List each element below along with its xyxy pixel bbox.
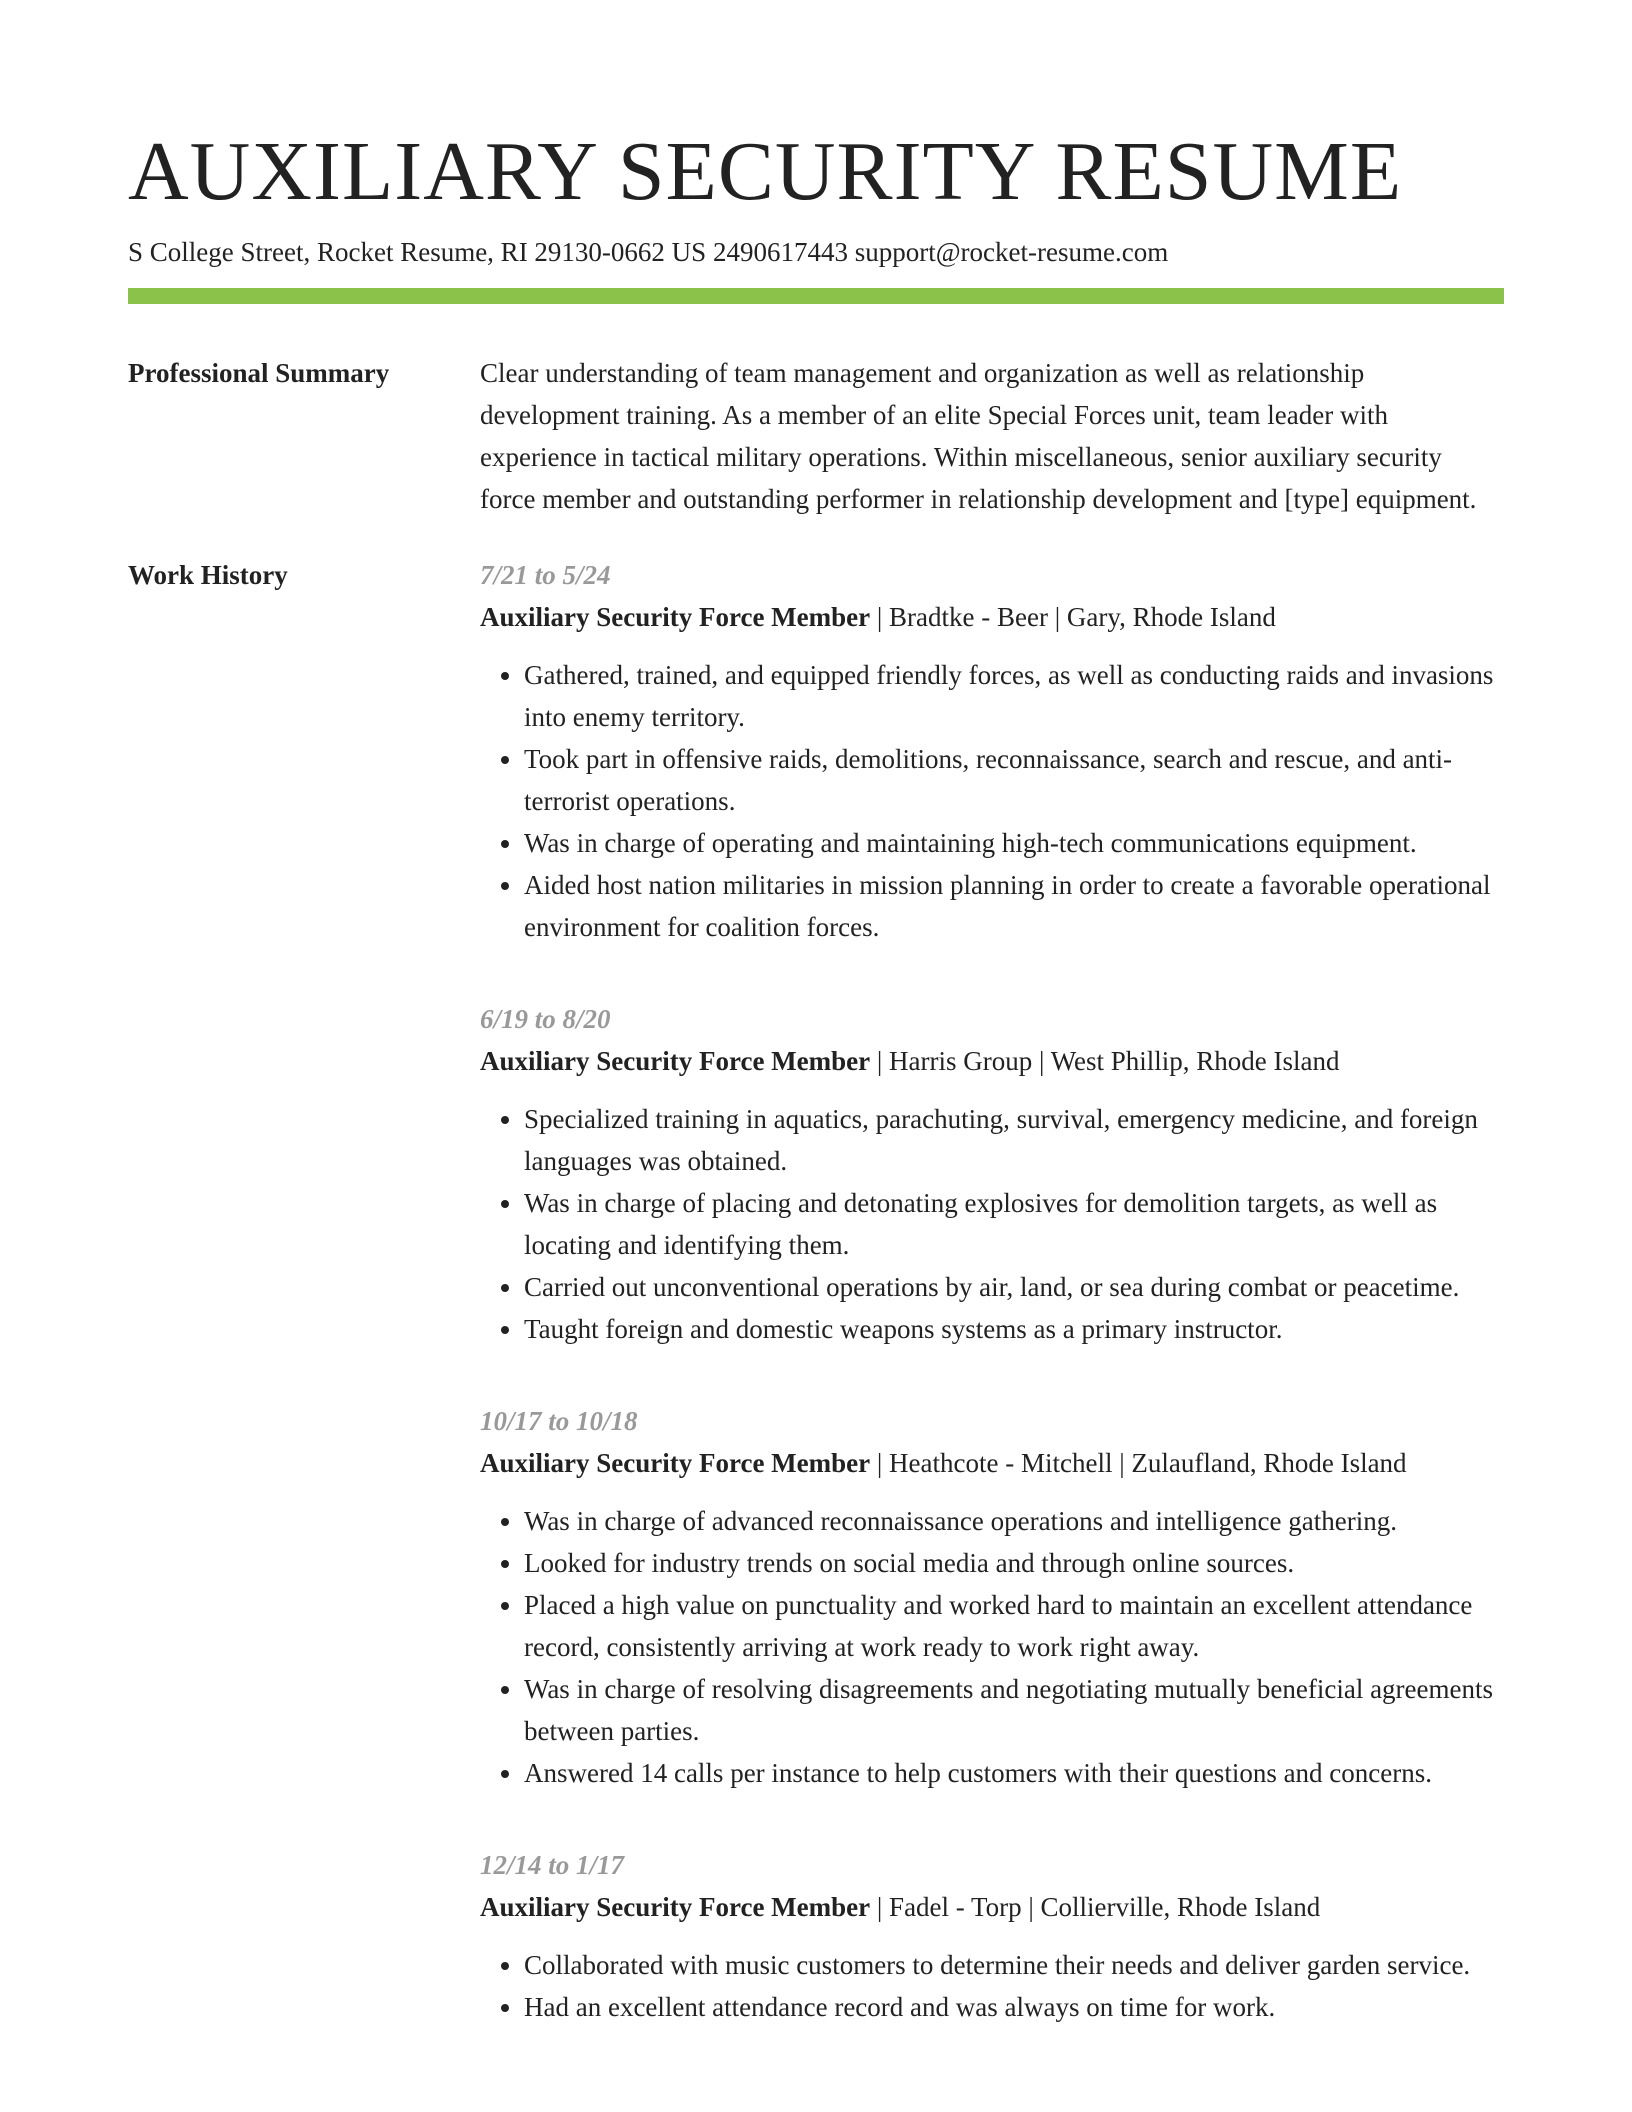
job-entry	[480, 1400, 1504, 1794]
resume-title: AUXILIARY SECURITY RESUME	[128, 125, 1403, 218]
job-company: Bradtke - Beer	[889, 602, 1048, 632]
job-bullet: • Was in charge of placing and detonating explosives for demolition targets, as well as locating and identifying them.	[524, 1182, 1504, 1266]
resume-page	[128, 0, 1504, 2028]
work-history-heading: Work History	[128, 560, 288, 590]
job-title: Auxiliary Security Force Member	[480, 602, 871, 632]
job-company: Harris Group	[889, 1046, 1033, 1076]
job-title: Auxiliary Security Force Member	[480, 1892, 871, 1922]
job-bullet: • Was in charge of advanced reconnaissance operations and intelligence gathering.	[524, 1500, 1504, 1542]
job-title: Auxiliary Security Force Member	[480, 1448, 871, 1478]
job-company: Heathcote - Mitchell	[889, 1448, 1113, 1478]
job-bullet: • Aided host nation militaries in mission planning in order to create a favorable operational environment for coalition forces.	[524, 864, 1504, 948]
job-company: Fadel - Torp	[889, 1892, 1022, 1922]
job-bullet: • Looked for industry trends on social media and through online sources.	[524, 1542, 1504, 1584]
job-dates: 7/21 to 5/24	[480, 560, 611, 590]
job-heading-line	[480, 1442, 1504, 1484]
job-separator: |	[1112, 1448, 1132, 1478]
job-bullet-list	[480, 1098, 1504, 1350]
job-bullet: • Specialized training in aquatics, parachuting, survival, emergency medicine, and foreign languages was obtained.	[524, 1098, 1504, 1182]
job-title: Auxiliary Security Force Member	[480, 1046, 871, 1076]
job-location: Collierville, Rhode Island	[1040, 1892, 1321, 1922]
job-entry	[480, 554, 1504, 948]
job-bullet: • Was in charge of resolving disagreements and negotiating mutually beneficial agreements between parties.	[524, 1668, 1504, 1752]
job-bullet: • Was in charge of operating and maintaining high-tech communications equipment.	[524, 822, 1504, 864]
job-heading-line	[480, 1886, 1504, 1928]
work-history-section	[128, 554, 1504, 2028]
job-separator: |	[1047, 602, 1067, 632]
accent-divider	[128, 288, 1504, 304]
job-bullet-list	[480, 654, 1504, 948]
job-bullet-list	[480, 1500, 1504, 1794]
work-history-list	[480, 554, 1504, 2028]
job-entry	[480, 1844, 1504, 2028]
job-separator: |	[870, 1046, 890, 1076]
job-bullet: • Had an excellent attendance record and was always on time for work.	[524, 1986, 1504, 2028]
job-heading-line	[480, 596, 1504, 638]
job-bullet: • Taught foreign and domestic weapons systems as a primary instructor.	[524, 1308, 1504, 1350]
job-separator: |	[1021, 1892, 1041, 1922]
job-bullet: • Placed a high value on punctuality and worked hard to maintain an excellent attendance record, consistently arriving at work ready to work right away.	[524, 1584, 1504, 1668]
job-bullet: • Answered 14 calls per instance to help customers with their questions and concerns.	[524, 1752, 1504, 1794]
contact-line: S College Street, Rocket Resume, RI 29130-0662 US 2490617443 support@rocket-resume.com	[128, 237, 1169, 267]
job-bullet-list	[480, 1944, 1504, 2028]
job-separator: |	[1032, 1046, 1051, 1076]
summary-section	[128, 352, 1504, 520]
job-location: Zulaufland, Rhode Island	[1131, 1448, 1407, 1478]
summary-body	[480, 352, 1504, 520]
job-bullet: • Gathered, trained, and equipped friendly forces, as well as conducting raids and invasions into enemy territory.	[524, 654, 1504, 738]
job-separator: |	[870, 1892, 890, 1922]
job-dates: 10/17 to 10/18	[480, 1406, 638, 1436]
job-dates: 12/14 to 1/17	[480, 1850, 625, 1880]
job-separator: |	[870, 1448, 890, 1478]
job-heading-line	[480, 1040, 1504, 1082]
job-separator: |	[870, 602, 890, 632]
job-location: Gary, Rhode Island	[1066, 602, 1276, 632]
job-bullet: • Took part in offensive raids, demolitions, reconnaissance, search and rescue, and anti-terrorist operations.	[524, 738, 1504, 822]
summary-heading: Professional Summary	[128, 358, 390, 388]
job-entry	[480, 998, 1504, 1350]
job-bullet: • Carried out unconventional operations by air, land, or sea during combat or peacetime.	[524, 1266, 1504, 1308]
job-bullet: • Collaborated with music customers to determine their needs and deliver garden service.	[524, 1944, 1504, 1986]
job-location: West Phillip, Rhode Island	[1050, 1046, 1340, 1076]
summary-text: Clear understanding of team management and organization as well as relationship development training. As a member of an elite Special Forces unit, team leader with experience in tactical military operations. Within miscellaneous, senior auxiliary security force member and outstanding performer in relationship development and [type] equipment.	[480, 358, 1477, 514]
job-dates: 6/19 to 8/20	[480, 1004, 611, 1034]
